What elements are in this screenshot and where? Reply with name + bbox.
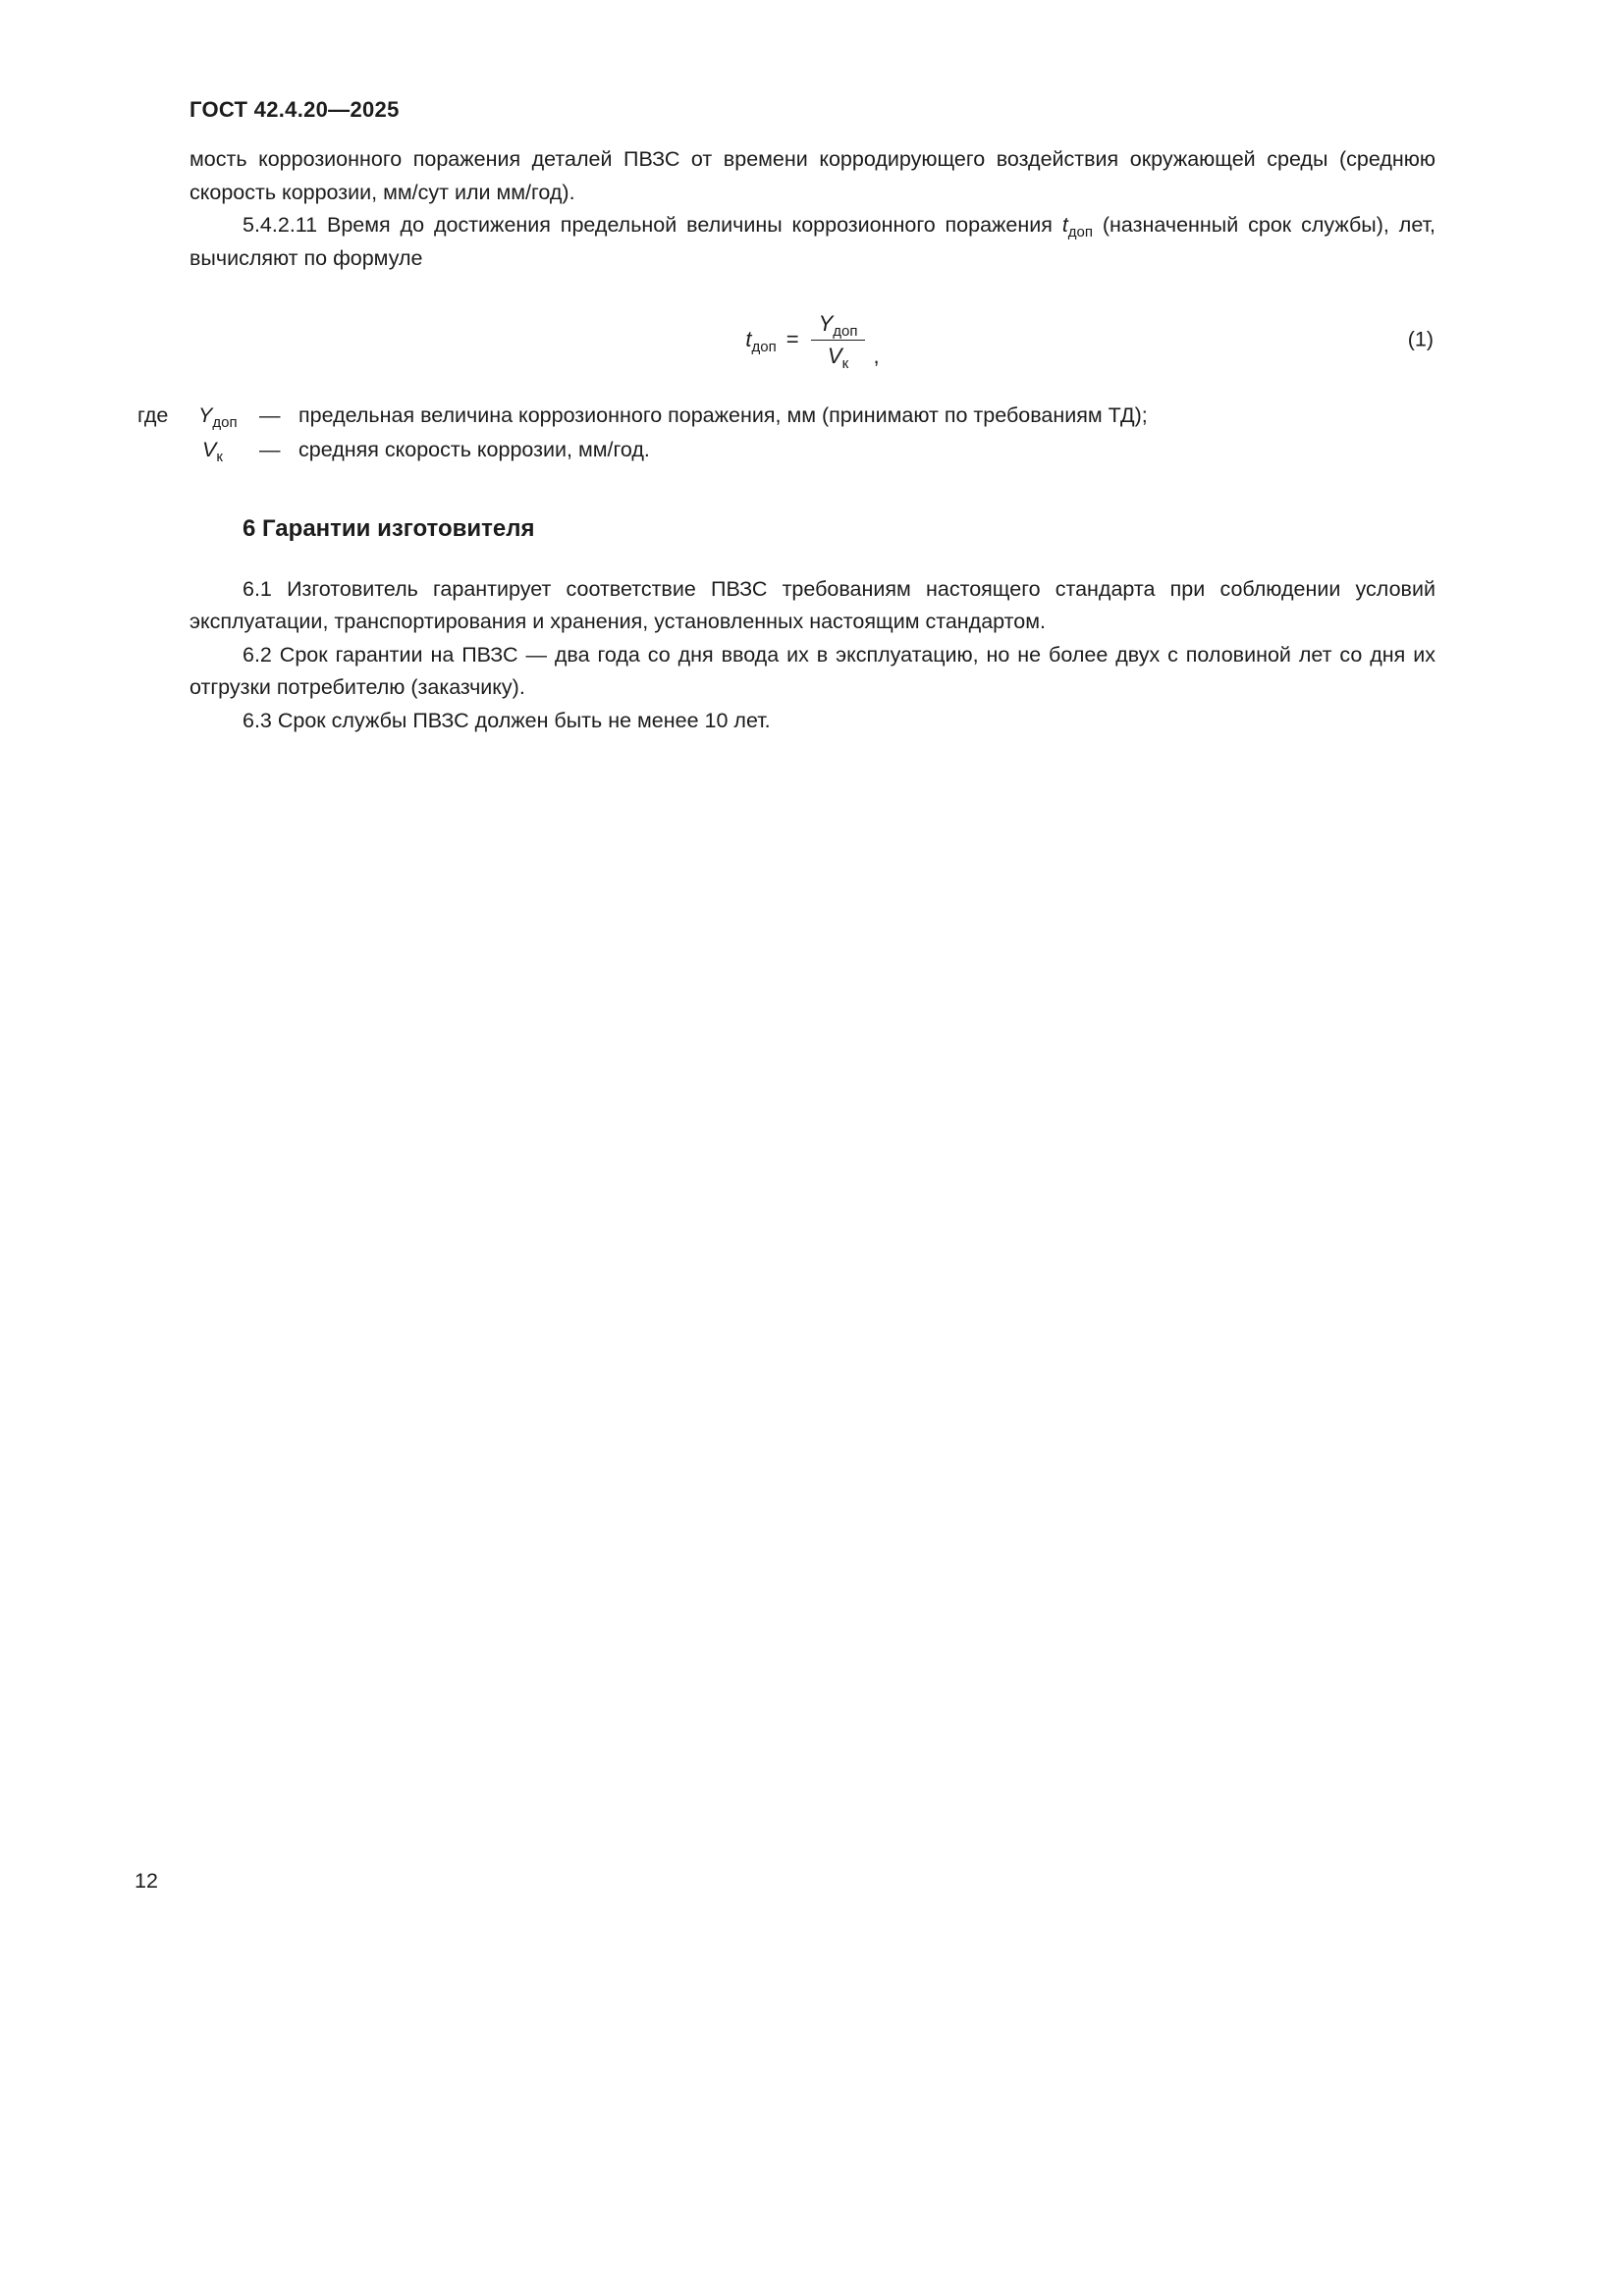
where-text-2: средняя скорость коррозии, мм/год.	[298, 438, 650, 461]
where-dash-1: —	[259, 403, 281, 427]
formula-block	[189, 298, 1435, 381]
paragraph-6-2: 6.2 Срок гарантии на ПВЗС — два года со дня ввода их в эксплуатацию, но не более двух с половиной лет со дня их отгрузки потребителю (заказчику).	[189, 642, 1435, 699]
denominator-subscript: к	[841, 354, 849, 372]
formula-equals-sign: =	[785, 327, 799, 352]
where-dash-2: —	[259, 438, 281, 461]
where-variable-V-subscript: к	[216, 449, 223, 465]
paragraph-5-4-2-11-text-post: (назначенный срок службы), лет, вычисляют по формуле	[189, 213, 1436, 270]
fraction-numerator	[811, 311, 866, 341]
formula-comma: ,	[873, 343, 880, 368]
section-6-heading: 6 Гарантии изготовителя	[243, 515, 535, 542]
running-header: ГОСТ 42.4.20—2025	[189, 97, 400, 122]
formula-lhs-subscript: доп	[751, 339, 777, 356]
where-variable-Y	[189, 399, 259, 433]
where-variable-Y-letter: Y	[198, 403, 213, 427]
formula-lhs	[745, 323, 776, 356]
inline-variable-t-subscript: доп	[1067, 224, 1094, 240]
paragraph-continuation: мость коррозионного поражения деталей ПВЗС от времени корродирующего воздействия окружающей среды (среднюю скорость коррозии, мм/сут или мм/год).	[189, 147, 1435, 204]
numerator-subscript: доп	[833, 322, 858, 340]
page-number: 12	[135, 1869, 158, 1893]
paragraph-6-1: 6.1 Изготовитель гарантирует соответствие ПВЗС требованиям настоящего стандарта при соблюдении условий эксплуатации, транспортирования и хранения, установленных настоящим стандартом.	[189, 576, 1435, 633]
where-row-2	[137, 433, 1435, 467]
where-variable-Y-subscript: доп	[212, 414, 238, 431]
formula-number: (1)	[1407, 327, 1434, 351]
where-text-1: предельная величина коррозионного поражения, мм (принимают по требованиям ТД);	[298, 403, 1148, 427]
paragraph-6-3: 6.3 Срок службы ПВЗС должен быть не менее 10 лет.	[243, 708, 771, 732]
fraction-denominator	[827, 341, 849, 372]
formula-where-block	[137, 399, 1435, 467]
paragraph-5-4-2-11	[189, 209, 1435, 275]
formula-1	[745, 310, 880, 372]
where-label: где	[137, 403, 169, 427]
denominator-variable: V	[827, 343, 842, 368]
where-variable-V-letter: V	[202, 438, 217, 461]
paragraph-5-4-2-11-text-pre: 5.4.2.11 Время до достижения предельной величины коррозионного поражения	[243, 213, 1062, 237]
inline-variable-t: t	[1061, 213, 1068, 237]
formula-fraction	[811, 310, 866, 372]
where-row-1	[137, 399, 1435, 433]
where-variable-V	[189, 433, 259, 467]
formula-lhs-variable: t	[745, 327, 752, 352]
page-content	[137, 143, 1436, 737]
numerator-variable: Y	[818, 310, 834, 336]
